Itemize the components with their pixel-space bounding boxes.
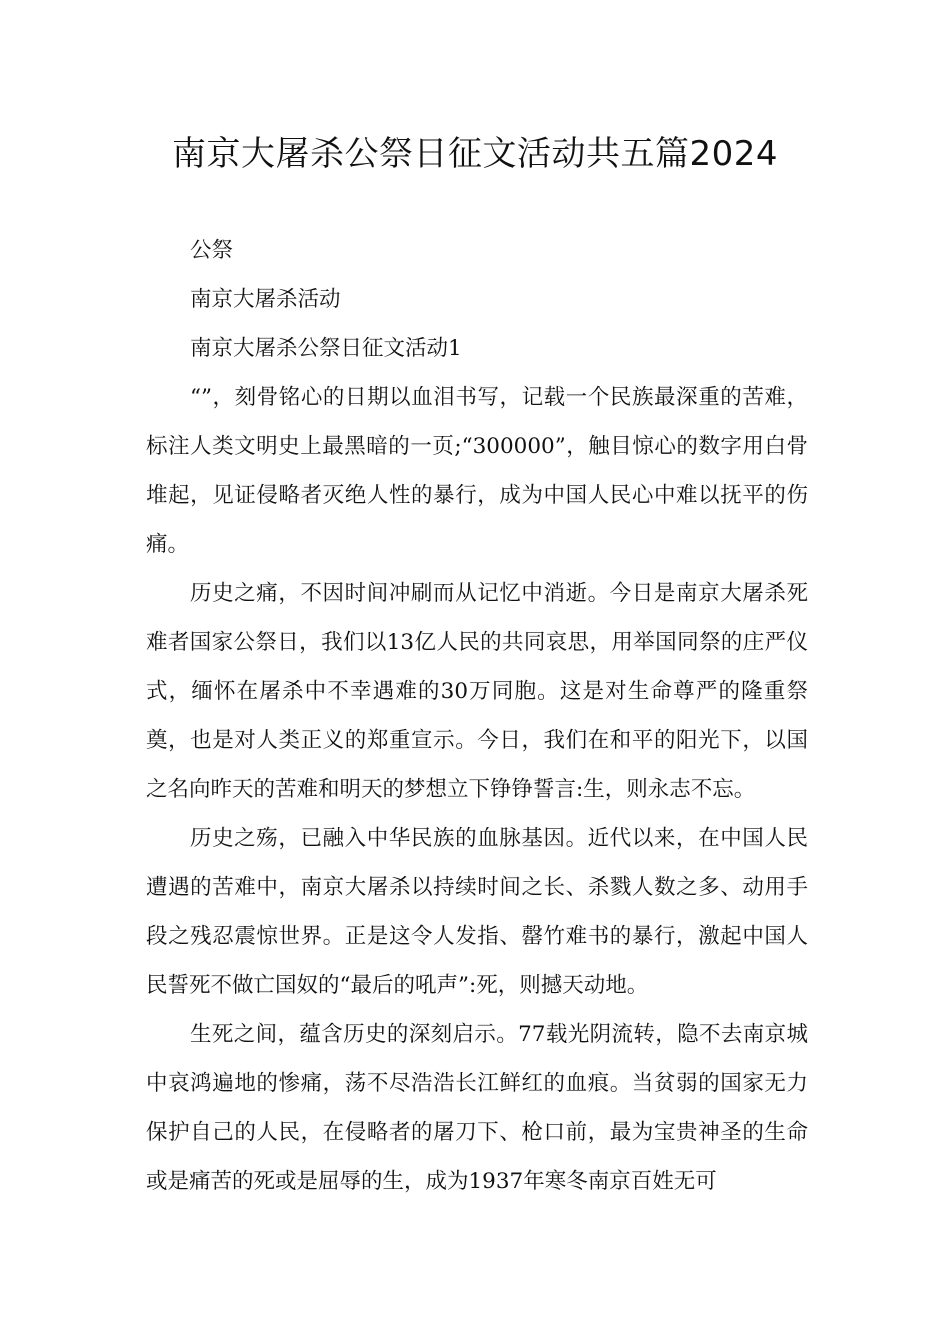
paragraph: “”，刻骨铭心的日期以血泪书写，记载一个民族最深重的苦难，标注人类文明史上最黑暗的一页;“300000”，触目惊心的数字用白骨堆起，见证侵略者灭绝人性的暴行，成为中国人民心中难以抚平的伤痛。 xyxy=(146,385,808,557)
document-title: 南京大屠杀公祭日征文活动共五篇2024 xyxy=(171,134,779,174)
document-body xyxy=(146,226,808,1206)
paragraph: 生死之间，蕴含历史的深刻启示。77载光阴流转，隐不去南京城中哀鸿遍地的惨痛，荡不尽浩浩长江鲜红的血痕。当贫弱的国家无力保护自己的人民，在侵略者的屠刀下、枪口前，最为宝贵神圣的生命或是痛苦的死或是屈辱的生，成为1937年寒冬南京百姓无可 xyxy=(146,1022,808,1194)
paragraph: 南京大屠杀活动 xyxy=(190,287,341,312)
paragraph: 公祭 xyxy=(190,238,234,263)
paragraph: 历史之殇，已融入中华民族的血脉基因。近代以来，在中国人民遭遇的苦难中，南京大屠杀以持续时间之长、杀戮人数之多、动用手段之残忍震惊世界。正是这令人发指、罄竹难书的暴行，激起中国人民誓死不做亡国奴的“最后的吼声”:死，则撼天动地。 xyxy=(146,826,808,998)
paragraph: 历史之痛，不因时间冲刷而从记忆中消逝。今日是南京大屠杀死难者国家公祭日，我们以13亿人民的共同哀思，用举国同祭的庄严仪式，缅怀在屠杀中不幸遇难的30万同胞。这是对生命尊严的隆重祭奠，也是对人类正义的郑重宣示。今日，我们在和平的阳光下，以国之名向昨天的苦难和明天的梦想立下铮铮誓言:生，则永志不忘。 xyxy=(146,581,808,802)
paragraph: 南京大屠杀公祭日征文活动1 xyxy=(190,336,462,361)
